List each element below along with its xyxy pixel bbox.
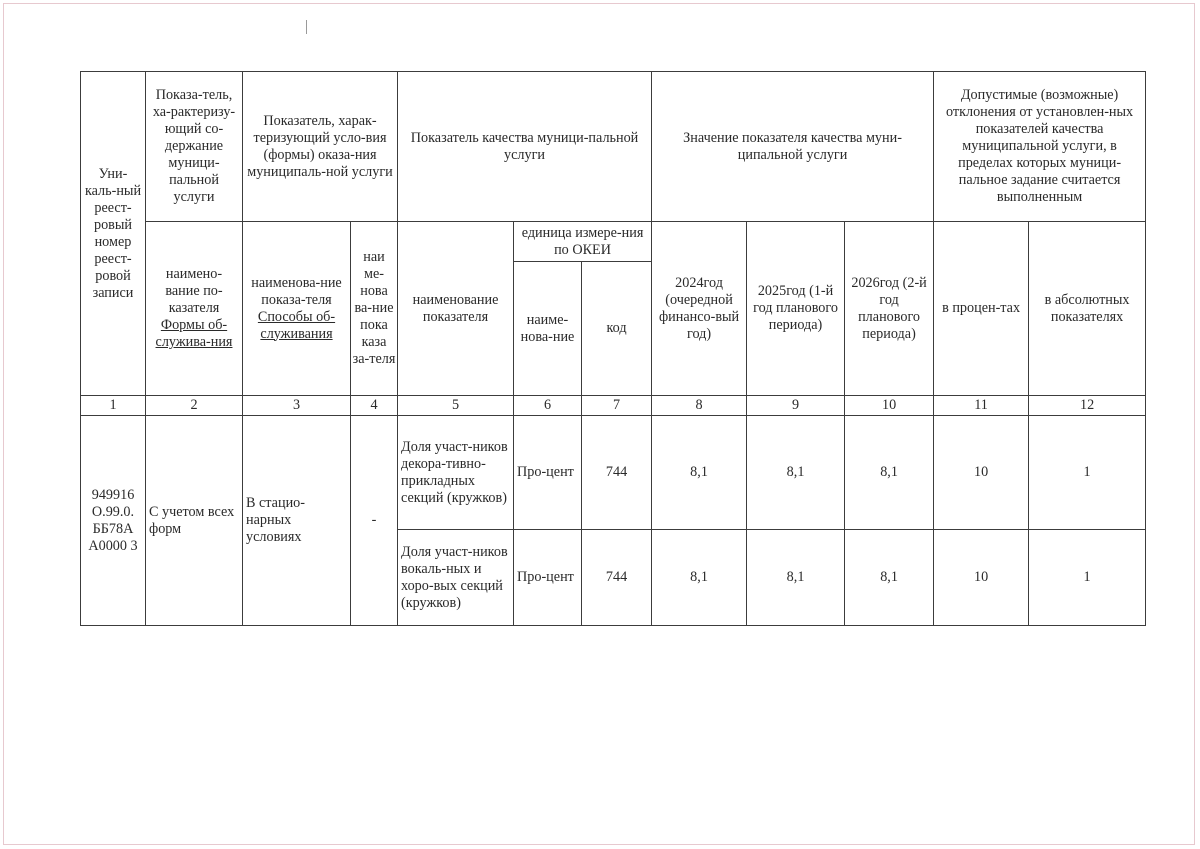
column-number: 4 bbox=[351, 396, 398, 416]
indicator-cell: Доля участ-ников декора-тивно-прикладных секций (кружков) bbox=[398, 416, 514, 530]
column-number: 10 bbox=[845, 396, 934, 416]
header-unit-code: код bbox=[582, 262, 652, 396]
header-registry-number: Уни-каль-ный реест-ровый номер реест-ровой записи bbox=[81, 72, 146, 396]
header-indicator-name: наименование показателя bbox=[398, 222, 514, 396]
unit-cell: Про-цент bbox=[514, 530, 582, 626]
header-deviation-percent: в процен-тах bbox=[934, 222, 1029, 396]
column-numbers-row bbox=[81, 396, 1146, 416]
column-number: 8 bbox=[652, 396, 747, 416]
header-value-group: Значение показателя качества муни-ципальной услуги bbox=[652, 72, 934, 222]
header-content-group: Показа-тель, ха-рактеризу-ющий со-держание муници-пальной услуги bbox=[146, 72, 243, 222]
header-unit-name: наиме-нова-ние bbox=[514, 262, 582, 396]
registry-number-cell: 949916 О.99.0. ББ78А А0000 3 bbox=[81, 416, 146, 626]
header-condition-name bbox=[243, 222, 351, 396]
header-content-name-value: Формы об-служива-ния bbox=[155, 317, 233, 350]
column-number: 1 bbox=[81, 396, 146, 416]
header-content-name bbox=[146, 222, 243, 396]
header-row-2 bbox=[81, 222, 1146, 262]
header-row-1 bbox=[81, 72, 1146, 222]
deviation-percent-cell: 10 bbox=[934, 530, 1029, 626]
value-2025-cell: 8,1 bbox=[747, 530, 845, 626]
code-cell: 744 bbox=[582, 416, 652, 530]
header-condition-name-label: наименова-ние показа-теля bbox=[251, 274, 342, 308]
column-number: 6 bbox=[514, 396, 582, 416]
condition-name-2-cell: - bbox=[351, 416, 398, 626]
column-number: 11 bbox=[934, 396, 1029, 416]
column-number: 2 bbox=[146, 396, 243, 416]
value-2026-cell: 8,1 bbox=[845, 530, 934, 626]
header-2025: 2025год (1-й год планового периода) bbox=[747, 222, 845, 396]
header-deviation-absolute: в абсолютных показателях bbox=[1029, 222, 1146, 396]
condition-cell: В стацио-нарных условиях bbox=[243, 416, 351, 626]
value-2024-cell: 8,1 bbox=[652, 416, 747, 530]
column-number: 3 bbox=[243, 396, 351, 416]
quality-indicators-table bbox=[80, 71, 1146, 626]
deviation-absolute-cell: 1 bbox=[1029, 530, 1146, 626]
column-number: 12 bbox=[1029, 396, 1146, 416]
column-number: 7 bbox=[582, 396, 652, 416]
table-row bbox=[81, 416, 1146, 530]
header-condition-name-2: наи ме-нова ва-ние пока каза за-теля bbox=[351, 222, 398, 396]
header-condition-name-value: Способы об-служивания bbox=[257, 308, 336, 342]
header-deviation-group: Допустимые (возможные) отклонения от установлен-ных показателей качества муниципальной услуги, в пределах которых муници-пальное задание считается выполненным bbox=[934, 72, 1146, 222]
code-cell: 744 bbox=[582, 530, 652, 626]
header-2026: 2026год (2-й год планового периода) bbox=[845, 222, 934, 396]
header-2024: 2024год (очередной финансо-вый год) bbox=[652, 222, 747, 396]
value-2024-cell: 8,1 bbox=[652, 530, 747, 626]
header-condition-group: Показатель, харак-теризующий усло-вия (формы) оказа-ния муниципаль-ной услуги bbox=[243, 72, 398, 222]
column-number: 5 bbox=[398, 396, 514, 416]
value-2026-cell: 8,1 bbox=[845, 416, 934, 530]
indicator-cell: Доля участ-ников вокаль-ных и хоро-вых секций (кружков) bbox=[398, 530, 514, 626]
column-number: 9 bbox=[747, 396, 845, 416]
header-content-name-label: наимено-вание по-казателя bbox=[165, 266, 223, 316]
content-cell: С учетом всех форм bbox=[146, 416, 243, 626]
unit-cell: Про-цент bbox=[514, 416, 582, 530]
value-2025-cell: 8,1 bbox=[747, 416, 845, 530]
scan-mark bbox=[306, 20, 307, 34]
deviation-absolute-cell: 1 bbox=[1029, 416, 1146, 530]
header-okei-group: единица измере-ния по ОКЕИ bbox=[514, 222, 652, 262]
deviation-percent-cell: 10 bbox=[934, 416, 1029, 530]
header-quality-group: Показатель качества муници-пальной услуги bbox=[398, 72, 652, 222]
